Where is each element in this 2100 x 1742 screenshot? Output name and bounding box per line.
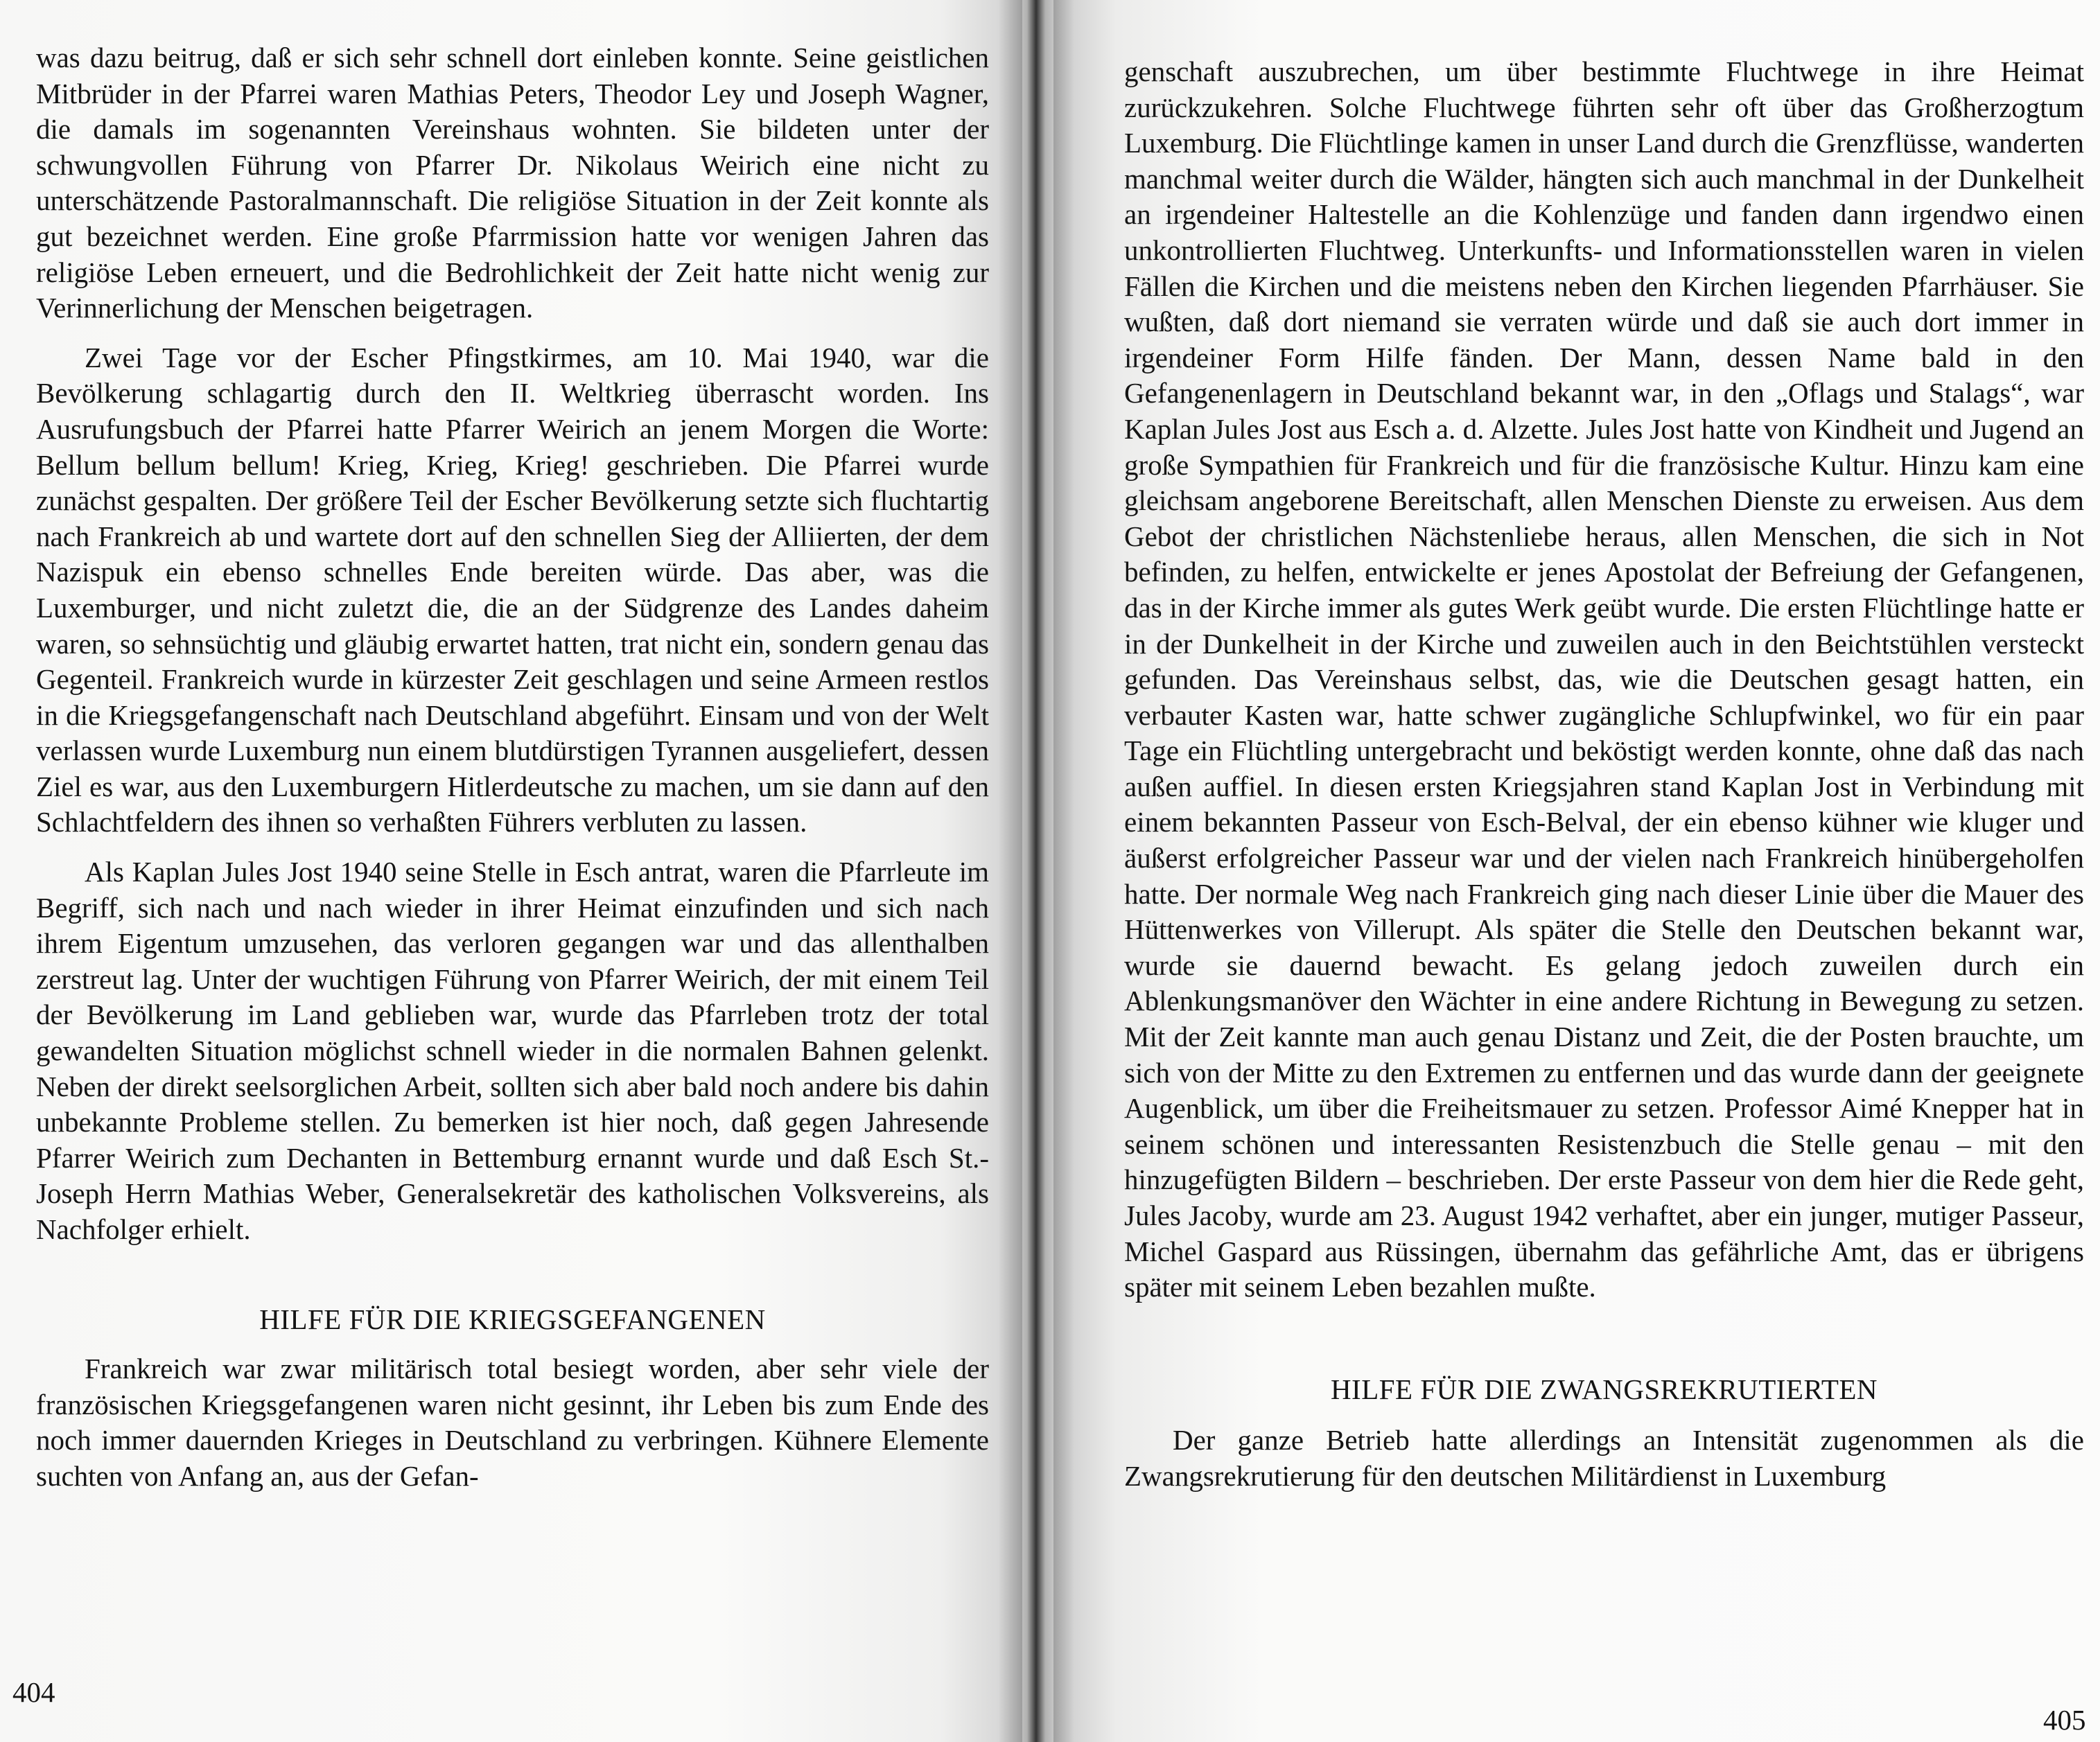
right-paragraph-2: Der ganze Betrieb hatte allerdings an Intensität zugenommen als die Zwangsrekrutierung für den deutschen Militärdienst in Luxemburg <box>1124 1424 2084 1492</box>
right-paragraph-1: genschaft auszubrechen, um über bestimmte Fluchtwege in ihre Heimat zurückzukehren. Solche Fluchtwege führten sehr oft über das Großherzogtum Luxemburg. Die Flüchtlinge kamen in unser Land durch die Grenzflüsse, wanderten manchmal weiter durch die Wälder, hängten sich auch manchmal in der Dunkelheit an irgendeiner Haltestelle an die Kohlenzüge und fanden dann irgendwo einen unkontrollierten Fluchtweg. Unterkunfts- und Informationsstellen waren in vielen Fällen die Kirchen und die meistens neben den Kirchen liegenden Pfarrhäuser. Sie wußten, daß dort niemand sie verraten würde und daß sie auch dort immer in irgendeiner Form Hilfe fänden. Der Mann, dessen Name bald in den Gefangenenlagern in Deutschland bekannt war, in den „Oflags und Stalags“, war Kaplan Jules Jost aus Esch a. d. Alzette. Jules Jost hatte von Kindheit und Jugend an große Sympathien für Frankreich und für die französische Kultur. Hinzu kam eine gleichsam angeborene Bereitschaft, allen Menschen Dienste zu erweisen. Aus dem Gebot der christlichen Nächstenliebe heraus, allen Menschen, die sich in Not befinden, zu helfen, entwickelte er jenes Apostolat der Befreiung der Gefangenen, das in der Kirche immer als gutes Werk geübt wurde. Die ersten Flüchtlinge hatte er in der Dunkelheit in der Kirche und zuweilen auch in den Beichtstühlen versteckt gefunden. Das Vereinshaus selbst, das, wie die Deutschen gesagt hatten, ein verbauter Kasten war, hatte schwer zugängliche Schlupfwinkel, wo für ein paar Tage ein Flüchtling untergebracht und beköstigt werden konnte, ohne daß das nach außen auffiel. In diesen ersten Kriegsjahren stand Kaplan Jost in Verbindung mit einem bekannten Passeur von Esch-Belval, der ein ebenso kühner wie kluger und äußerst erfolgreicher Passeur war und der vielen nach Frankreich hinübergeholfen hatte. Der normale Weg nach Frankreich ging nach dieser Linie über die Mauer des Hüttenwerkes von Villerupt. Als später die Stelle den Deutschen bekannt war, wurde sie dauernd bewacht. Es gelang jedoch zuweilen durch ein Ablenkungsmanöver den Wächter in eine andere Richtung in Bewegung zu setzen. Mit der Zeit kannte man auch genau Distanz und Zeit, die der Posten brauchte, um sich von der Mitte zu den Extremen zu entfernen und das wurde dann der geeignete Augenblick, um über die Freiheitsmauer zu setzen. Professor Aimé Knepper hat in seinem schönen und interessanten Resistenzbuch die Stelle genau – mit den hinzugefügten Bildern – beschrieben. Der erste Passeur von dem hier die Rede geht, Jules Jacoby, wurde am 23. August 1942 verhaftet, aber ein junger, mutiger Passeur, Michel Gaspard aus Rüssingen, übernahm das gefährliche Amt, das er übrigens später mit seinem Leben bezahlen mußte. <box>1124 55 2084 1303</box>
left-paragraph-3: Als Kaplan Jules Jost 1940 seine Stelle in Esch antrat, waren die Pfarrleute im Begriff, sich nach und nach wieder in ihrer Heimat einzufinden und sich nach ihrem Eigentum umzusehen, das verloren gegangen war und das allenthalben zerstreut lag. Unter der wuchtigen Führung von Pfarrer Weirich, der mit einem Teil der Bevölkerung im Land geblieben war, wurde das Pfarrleben trotz der total gewandelten Situation möglichst schnell wieder in die normalen Bahnen gelenkt. Neben der direkt seelsorglichen Arbeit, sollten sich aber bald noch andere bis dahin unbekannte Probleme stellen. Zu bemerken ist hier noch, daß gegen Jahresende Pfarrer Weirich zum Dechanten in Bettemburg ernannt wurde und daß Esch St.-Joseph Herrn Mathias Weber, Generalsekretär des katholischen Volksvereins, als Nachfolger erhielt. <box>36 856 989 1245</box>
left-paragraph-1: was dazu beitrug, daß er sich sehr schnell dort einleben konnte. Seine geistlichen Mitbrüder in der Pfarrei waren Mathias Peters, Theodor Ley und Joseph Wagner, die damals im sogenannten Vereinshaus wohnten. Sie bildeten unter der schwungvollen Führung von Pfarrer Dr. Nikolaus Weirich eine nicht zu unterschätzende Pastoralmannschaft. Die religiöse Situation in der Zeit konnte als gut bezeichnet werden. Eine große Pfarrmission hatte vor wenigen Jahren das religiöse Leben erneuert, und die Bedrohlichkeit der Zeit hatte nicht wenig zur Verinnerlichung der Menschen beigetragen. <box>36 42 989 324</box>
right-page-text <box>1124 54 2084 1495</box>
left-paragraph-4: Frankreich war zwar militärisch total besiegt worden, aber sehr viele der französischen Kriegsgefangenen waren nicht gesinnt, ihr Leben bis zum Ende des noch immer dauernden Krieges in Deutschland zu verbringen. Kühnere Elemente suchten von Anfang an, aus der Gefan- <box>36 1353 989 1492</box>
right-page-number: 405 <box>2043 1704 2086 1736</box>
book-gutter <box>998 0 1074 1742</box>
right-section-heading: HILFE FÜR DIE ZWANGSREKRUTIERTEN <box>1330 1373 1878 1405</box>
left-page-text <box>36 40 989 1495</box>
left-section-heading: HILFE FÜR DIE KRIEGSGEFANGENEN <box>259 1303 766 1335</box>
left-paragraph-2: Zwei Tage vor der Escher Pfingstkirmes, am 10. Mai 1940, war die Bevölkerung schlagartig durch den II. Weltkrieg überrascht worden. Ins Ausrufungsbuch der Pfarrei hatte Pfarrer Weirich an jenem Morgen die Worte: Bellum bellum bellum! Krieg, Krieg, Krieg! geschrieben. Die Pfarrei wurde zunächst gespalten. Der größere Teil der Escher Bevölkerung setzte sich fluchtartig nach Frankreich ab und wartete dort auf den schnellen Sieg der Alliierten, der dem Nazispuk ein ebenso schnelles Ende bereiten würde. Das aber, was die Luxemburger, und nicht zuletzt die, die an der Südgrenze des Landes daheim waren, so sehnsüchtig und gläubig erwartet hatten, trat nicht ein, sondern genau das Gegenteil. Frankreich wurde in kürzester Zeit geschlagen und seine Armeen restlos in die Kriegsgefangenschaft nach Deutschland abgeführt. Einsam und von der Welt verlassen wurde Luxemburg nun einem blutdürstigen Tyrannen ausgeliefert, dessen Ziel es war, aus den Luxemburgern Hitlerdeutsche zu machen, um sie dann auf den Schlachtfeldern des ihnen so verhaßten Führers verbluten zu lassen. <box>36 341 989 838</box>
left-page-number: 404 <box>12 1676 55 1708</box>
